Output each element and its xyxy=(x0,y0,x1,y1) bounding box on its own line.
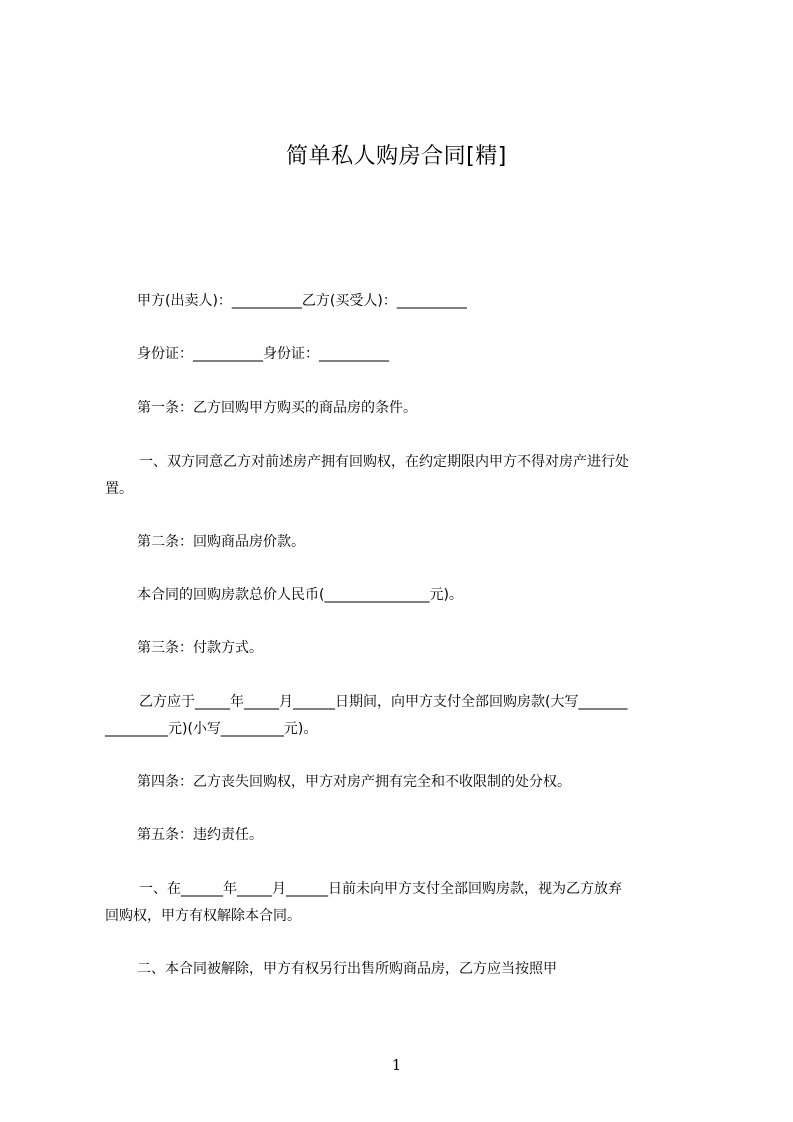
page-number: 1 xyxy=(391,1056,402,1074)
article-5-heading: 第五条：违约责任。 xyxy=(137,827,263,843)
article-5-clause-1-line-2: 回购权，甲方有权解除本合同。 xyxy=(105,908,301,924)
article-2-heading: 第二条：回购商品房价款。 xyxy=(137,534,305,550)
article-1-clause-1-line-2: 置。 xyxy=(105,481,133,497)
article-1-clause-1-line-1: 一、双方同意乙方对前述房产拥有回购权，在约定期限内甲方不得对房产进行处 xyxy=(139,454,629,470)
article-3-heading: 第三条：付款方式。 xyxy=(137,640,263,656)
article-5-clause-2-line-1: 二、本合同被解除，甲方有权另行出售所购商品房，乙方应当按照甲 xyxy=(137,961,557,977)
article-4-heading: 第四条：乙方丧失回购权，甲方对房产拥有完全和不收限制的处分权。 xyxy=(137,774,571,790)
article-5-clause-1-line-1: 一、在______年_____月______日前未向甲方支付全部回购房款，视为乙方放弃 xyxy=(139,881,622,897)
id-card-line: 身份证：__________身份证：__________ xyxy=(137,346,389,362)
party-info-line: 甲方(出卖人)：__________乙方(买受人)：__________ xyxy=(137,293,467,309)
article-1-heading: 第一条：乙方回购甲方购买的商品房的条件。 xyxy=(137,400,417,416)
article-3-payment-line-2: _________元)(小写_________元)。 xyxy=(105,721,318,737)
document-title: 简单私人购房合同[精] xyxy=(286,144,507,169)
article-3-payment-line-1: 乙方应于_____年_____月______日期间，向甲方支付全部回购房款(大写_______ xyxy=(139,694,628,710)
article-2-price-line: 本合同的回购房款总价人民币(_______________元)。 xyxy=(137,587,463,603)
